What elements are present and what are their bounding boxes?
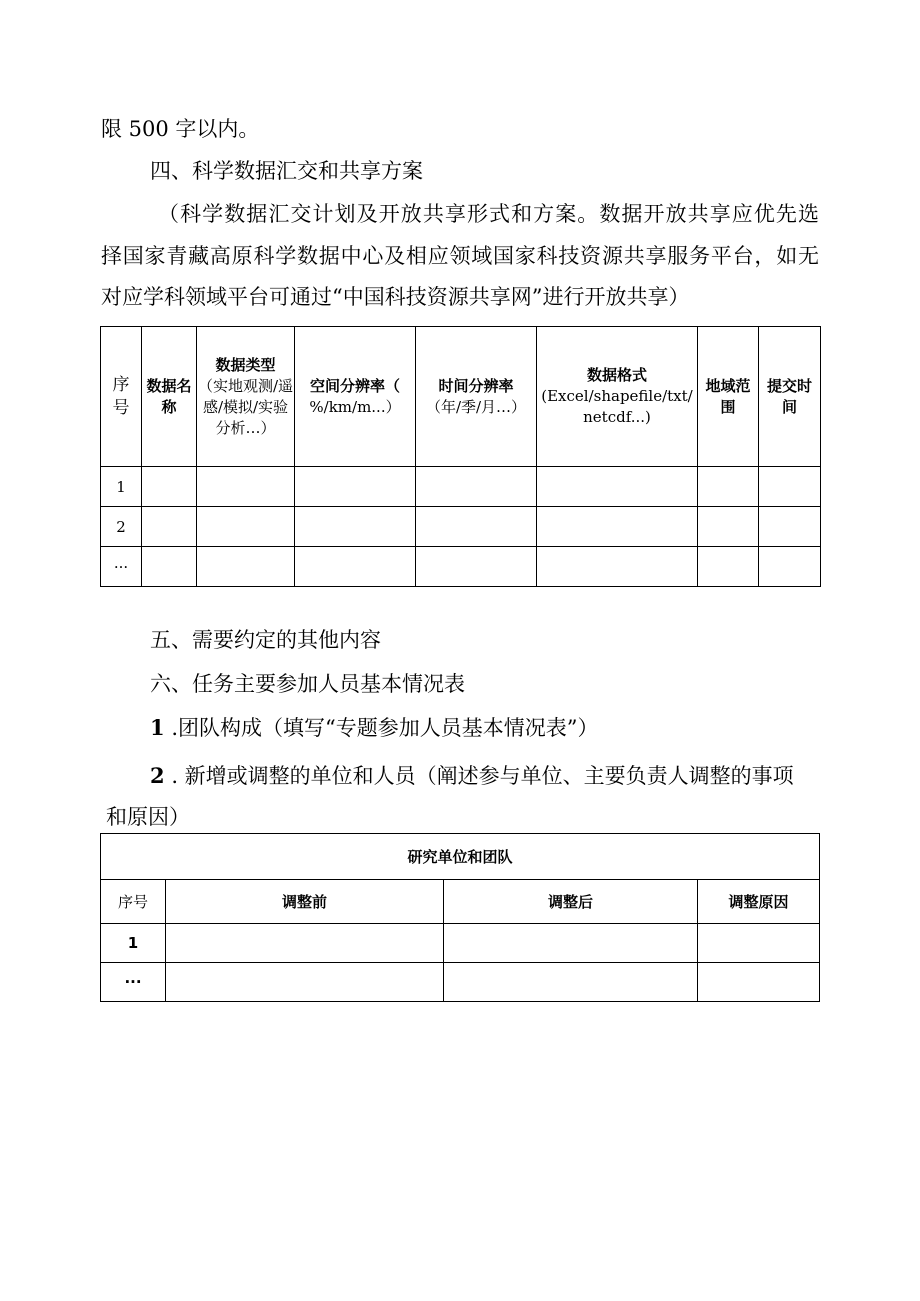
header-after: 调整后 — [444, 880, 698, 924]
header-format-title: 数据格式 — [586, 366, 647, 384]
header-before: 调整前 — [166, 880, 444, 924]
table-row — [101, 547, 821, 587]
header-data-type-title: 数据类型 — [215, 355, 276, 374]
header-spatial-note: %/km/m...） — [309, 397, 401, 416]
table-row — [101, 507, 821, 547]
table-row — [101, 963, 820, 1002]
table-title: 研究单位和团队 — [101, 834, 820, 880]
table-row — [101, 467, 821, 507]
header-submit-time: 提交时间 — [759, 327, 821, 467]
row-seq: 2 — [101, 507, 142, 547]
data-sharing-table — [100, 326, 821, 587]
header-temporal-resolution — [416, 327, 537, 467]
header-seq: 序号 — [101, 327, 142, 467]
header-reason: 调整原因 — [698, 880, 820, 924]
header-temporal-note: （年/季/月…） — [425, 397, 527, 416]
header-spatial-resolution — [295, 327, 416, 467]
section-heading-6: 六、任务主要参加人员基本情况表 — [150, 672, 465, 696]
row-seq: ··· — [101, 547, 142, 587]
header-data-format — [537, 327, 698, 467]
header-data-type — [197, 327, 295, 467]
list-item-2 — [150, 762, 794, 790]
list-item-2-continuation: 和原因） — [106, 805, 190, 829]
header-spatial-title: 空间分辨率（ — [309, 376, 400, 395]
row-seq: 1 — [101, 467, 142, 507]
header-temporal-title: 时间分辨率 — [438, 376, 514, 395]
list-item-1-number: 1 — [150, 715, 165, 740]
list-item-2-number: 2 — [150, 763, 165, 788]
table-row — [101, 924, 820, 963]
list-item-1 — [150, 714, 598, 742]
unit-team-table — [100, 833, 820, 1002]
header-region: 地域范围 — [698, 327, 759, 467]
paragraph-line-2: 择国家青藏高原科学数据中心及相应领域国家科技资源共享服务平台，如无 — [101, 244, 819, 268]
list-item-1-text: .团队构成（填写“专题参加人员基本情况表”） — [171, 716, 599, 740]
paragraph-line-1: （科学数据汇交计划及开放共享形式和方案。数据开放共享应优先选 — [158, 202, 819, 226]
header-format-note: (Excel/shapefile/txt/netcdf...) — [541, 387, 693, 426]
paragraph-word-limit: 限 500 字以内。 — [101, 117, 260, 141]
header-data-name: 数据名称 — [142, 327, 197, 467]
header-seq: 序号 — [101, 880, 166, 924]
list-item-2-text: . 新增或调整的单位和人员（阐述参与单位、主要负责人调整的事项 — [171, 764, 794, 788]
header-data-type-note: （实地观测/遥感/模拟/实验分析…） — [197, 376, 294, 437]
row-seq: 1 — [101, 924, 166, 963]
row-seq: ··· — [101, 963, 166, 1002]
paragraph-line-3: 对应学科领域平台可通过“中国科技资源共享网”进行开放共享） — [101, 285, 690, 309]
section-heading-4: 四、科学数据汇交和共享方案 — [150, 159, 423, 183]
section-heading-5: 五、需要约定的其他内容 — [150, 628, 381, 652]
